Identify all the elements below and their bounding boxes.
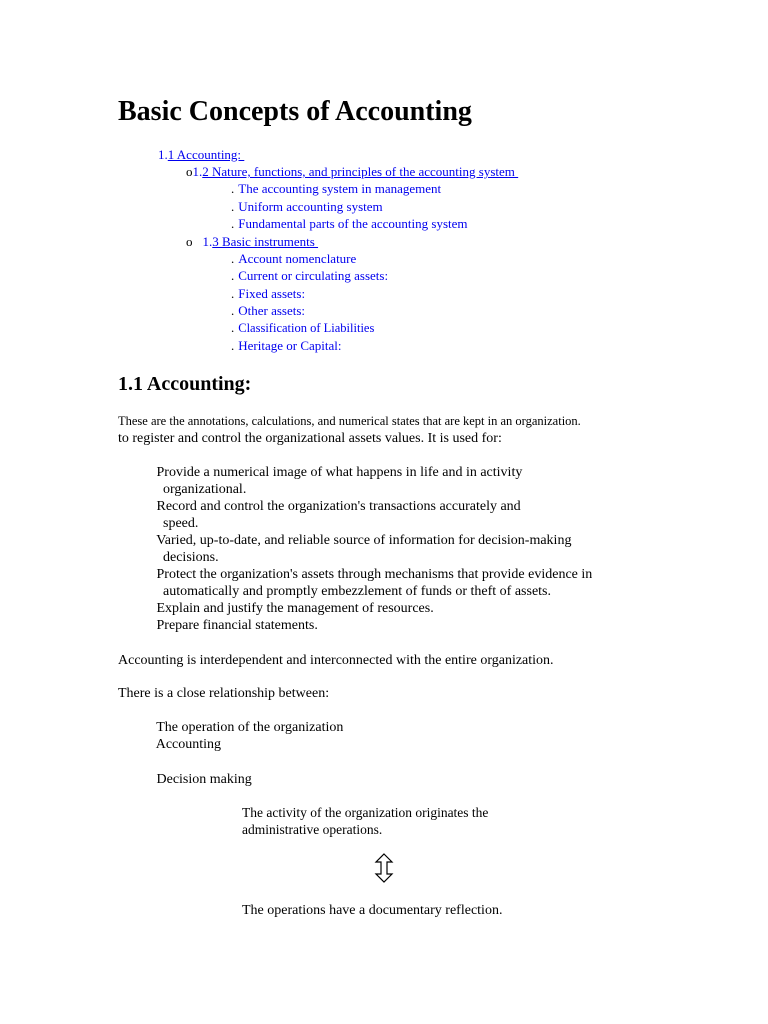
paragraph-interdependent: Accounting is interdependent and interconnected with the entire organization. [118, 653, 554, 668]
up-down-arrow-icon [374, 853, 394, 888]
intro-line-1: These are the annotations, calculations, and numerical states that are kept in an organization. [118, 414, 581, 428]
toc-item-1-1[interactable] [142, 146, 286, 164]
toc-item-1-3[interactable] [186, 233, 346, 251]
circle-bullet-icon: o [186, 164, 193, 179]
toc-link-fixed-assets[interactable]: Fixed assets: [238, 286, 309, 301]
square-bullet-icon: . [231, 268, 235, 283]
toc-sub-item[interactable] [231, 337, 373, 355]
toc-link-accounting-system-management[interactable]: The accounting system in management [238, 181, 445, 196]
square-bullet-icon: . [231, 320, 235, 335]
toc-sub-item[interactable] [231, 285, 330, 303]
list-item-continuation: organizational. [163, 482, 247, 497]
toc-sub-item[interactable] [231, 267, 429, 285]
intro-line-2: to register and control the organizational assets values. It is used for: [118, 431, 502, 446]
square-bullet-icon: . [231, 338, 235, 353]
list-item: Accounting [155, 737, 222, 752]
paragraph-relationship: There is a close relationship between: [118, 686, 330, 701]
list-item: Protect the organization's assets through mechanisms that provide evidence in [156, 567, 593, 582]
toc-sub-item[interactable] [231, 215, 519, 233]
toc-link-heritage-capital[interactable]: Heritage or Capital: [238, 338, 345, 353]
toc-link-other-assets[interactable]: Other assets: [238, 303, 309, 318]
list-item-continuation: decisions. [163, 550, 219, 565]
document-title: Basic Concepts of Accounting [118, 96, 472, 127]
toc-sub-item[interactable] [231, 319, 393, 337]
list-item: Varied, up-to-date, and reliable source of information for decision-making [156, 533, 572, 548]
toc-link-account-nomenclature[interactable]: Account nomenclature [238, 251, 360, 266]
toc-link-classification-liabilities[interactable]: Classification of Liabilities [238, 321, 378, 335]
flow-text-3: The operations have a documentary reflection. [242, 903, 503, 918]
flow-text-1: The activity of the organization originates the [242, 805, 489, 820]
toc-num: 1. [202, 234, 213, 249]
toc-sub-item[interactable] [231, 198, 442, 216]
square-bullet-icon: . [231, 216, 235, 231]
list-item: Decision making [156, 772, 252, 787]
list-item: Provide a numerical image of what happens in life and in activity [156, 465, 523, 480]
circle-bullet-icon: o [186, 234, 193, 249]
flow-text-2: administrative operations. [242, 822, 383, 837]
list-item: Explain and justify the management of resources. [156, 601, 434, 616]
list-item-continuation: automatically and promptly embezzlement of funds or theft of assets. [163, 584, 551, 599]
toc-link-nature-functions[interactable]: 2 Nature, functions, and principles of the accounting system [202, 164, 519, 179]
toc-link-current-assets[interactable]: Current or circulating assets: [238, 268, 392, 283]
toc-link-uniform-accounting[interactable]: Uniform accounting system [238, 199, 386, 214]
list-item: The operation of the organization [156, 720, 344, 735]
list-item-continuation: speed. [163, 516, 199, 531]
toc-item-1-2[interactable] [186, 163, 526, 181]
list-item: Prepare financial statements. [156, 618, 318, 633]
square-bullet-icon: . [231, 181, 235, 196]
list-item: Record and control the organization's transactions accurately and [156, 499, 521, 514]
square-bullet-icon: . [231, 303, 235, 318]
toc-num: 1. [192, 164, 203, 179]
square-bullet-icon: . [231, 251, 235, 266]
toc-sub-item[interactable] [231, 180, 472, 198]
toc-link-accounting[interactable]: 1 Accounting: [167, 147, 245, 162]
toc-sub-item[interactable] [231, 250, 392, 268]
square-bullet-icon: . [231, 286, 235, 301]
toc-sub-item[interactable] [231, 302, 330, 320]
toc-link-fundamental-parts[interactable]: Fundamental parts of the accounting system [238, 216, 471, 231]
toc-num: 1. [158, 147, 168, 162]
toc-link-basic-instruments[interactable]: 3 Basic instruments [212, 234, 319, 249]
section-heading-accounting: 1.1 Accounting: [118, 373, 252, 395]
square-bullet-icon: . [231, 199, 235, 214]
